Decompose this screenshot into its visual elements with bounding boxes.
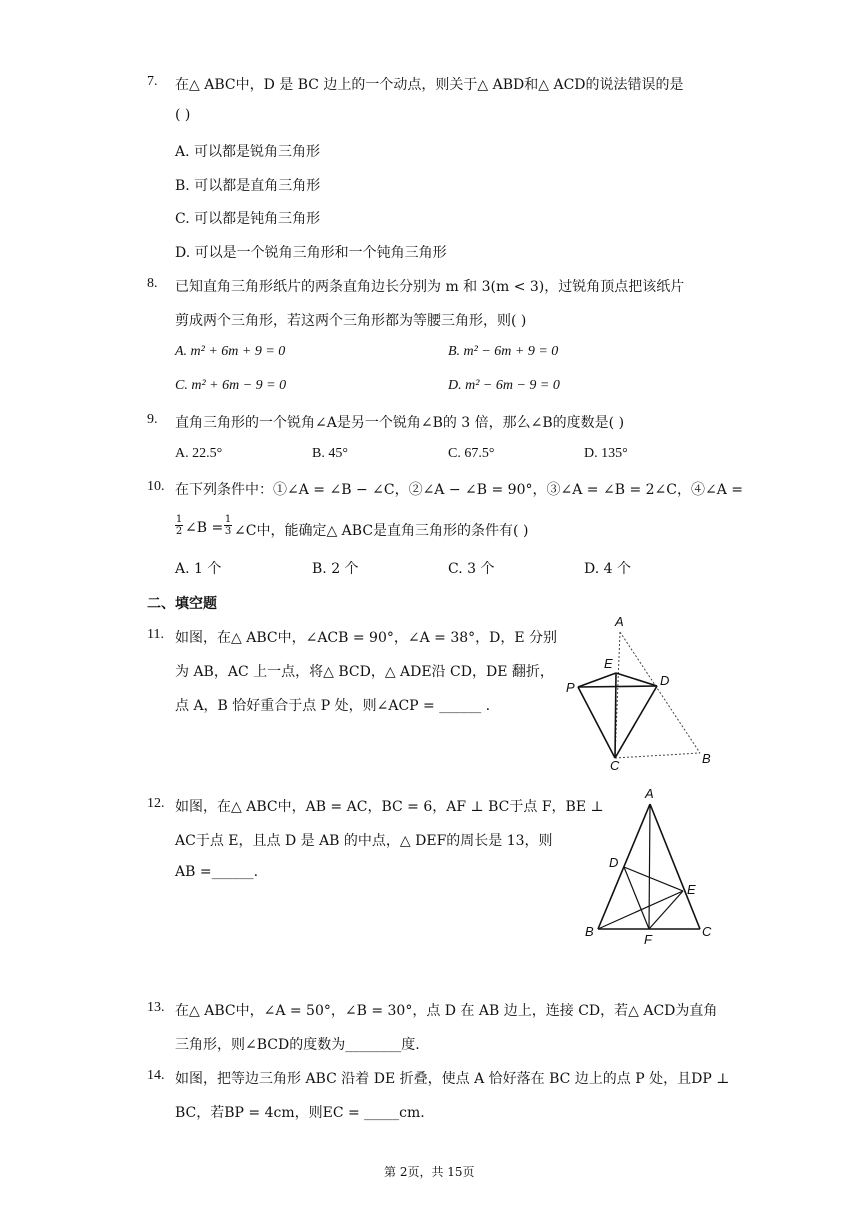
q14-number: 14. [147,1068,165,1083]
q11-line-dc [615,686,657,758]
q7-stem-line2: ( ) [175,107,191,123]
q8-option-b: B. m² − 6m + 9 = 0 [448,344,559,359]
q11-label-c: C [610,758,620,772]
q11-figure [560,612,720,772]
q12-number: 12. [147,796,165,811]
q8-stem-line1: 已知直角三角形纸片的两条直角边长分别为 m 和 3(m < 3)，过锐角顶点把该纸片 [175,279,685,295]
q12-label-b: B [585,924,594,939]
q7-option-a: A. 可以都是锐角三角形 [175,144,321,160]
q9-option-a: A. 22.5° [175,446,223,461]
q11-dotted-ab [620,632,700,753]
q7-option-d: D. 可以是一个锐角三角形和一个钝角三角形 [175,245,447,261]
q12-stem-line3: AB =______. [175,864,259,880]
q7-number: 7. [147,74,158,89]
q11-stem-line1: 如图，在△ ABC中，∠ACB = 90°，∠A = 38°，D，E 分别 [175,630,558,646]
q9-number: 9. [147,412,158,427]
q7-option-c: C. 可以都是钝角三角形 [175,211,321,227]
q12-line-ab [598,804,650,929]
q11-number: 11. [147,627,164,642]
q10-frac2-numerator: 1 [224,514,232,525]
q10-option-b: B. 2 个 [312,561,359,577]
q9-stem-line1: 直角三角形的一个锐角∠A是另一个锐角∠B的 3 倍，那么∠B的度数是( ) [175,415,625,431]
q12-figure [578,784,718,948]
q12-line-ef [649,891,683,929]
q10-frac2-denominator: 3 [224,526,232,537]
q13-stem-line2: 三角形，则∠BCD的度数为________度. [175,1037,420,1053]
q8-option-c: C. m² + 6m − 9 = 0 [175,378,287,393]
q12-line-df [624,867,649,929]
q11-label-d: D [660,673,670,688]
q8-option-d: D. m² − 6m − 9 = 0 [448,378,560,393]
q11-stem-line3: 点 A，B 恰好重合于点 P 处，则∠ACP = ______ . [175,698,491,714]
q8-option-a: A. m² + 6m + 9 = 0 [175,344,286,359]
q10-fraction-third [224,514,232,537]
q10-stem-line1: 在下列条件中：①∠A = ∠B − ∠C，②∠A − ∠B = 90°，③∠A = ∠B = 2∠C，④∠A = [175,482,743,498]
q8-stem-line2: 剪成两个三角形，若这两个三角形都为等腰三角形，则( ) [175,313,527,329]
q12-stem-line2: AC于点 E，且点 D 是 AB 的中点，△ DEF的周长是 13，则 [175,833,553,849]
q9-option-d: D. 135° [584,446,628,461]
q12-label-e: E [687,882,696,897]
q12-label-a: A [645,786,654,801]
q9-option-c: C. 67.5° [448,446,495,461]
q7-option-b: B. 可以都是直角三角形 [175,178,321,194]
q10-fraction-half [175,514,183,537]
page-footer: 第 2页，共 15页 [384,1165,475,1179]
q10-option-d: D. 4 个 [584,561,631,577]
q11-stem-line2: 为 AB，AC 上一点，将△ BCD，△ ADE沿 CD，DE 翻折， [175,664,554,680]
q10-frac1-numerator: 1 [175,514,183,525]
q12-stem-line1: 如图，在△ ABC中，AB = AC，BC = 6，AF ⊥ BC于点 F，BE ⊥ [175,799,604,815]
q10-frac1-denominator: 2 [175,526,183,537]
q12-label-f: F [644,932,652,947]
q13-number: 13. [147,1000,165,1015]
q11-line-ec [615,673,616,758]
q10-number: 10. [147,479,165,494]
q10-stem-line2-post: ∠C中，能确定△ ABC是直角三角形的条件有( ) [234,523,529,539]
q14-stem-line1: 如图，把等边三角形 ABC 沿着 DE 折叠，使点 A 恰好落在 BC 边上的点 P 处，且DP ⊥ [175,1071,730,1087]
q9-option-b: B. 45° [312,446,348,461]
q7-stem-line1: 在△ ABC中，D 是 BC 边上的一个动点，则关于△ ABD和△ ACD的说法错误的是 [175,77,684,93]
q12-line-ac [650,804,700,929]
q11-line-pd [578,686,657,687]
q11-line-pc [578,687,615,758]
q8-number: 8. [147,276,158,291]
q12-line-af [649,804,650,929]
q11-label-p: P [566,680,575,695]
q14-stem-line2: BC，若BP = 4cm，则EC = _____cm. [175,1105,425,1121]
section-title-fill-in: 二、填空题 [147,596,217,612]
q11-line-pe [578,673,616,687]
q12-label-d: D [609,855,619,870]
q10-option-a: A. 1 个 [175,561,222,577]
q11-dotted-cb [615,753,700,758]
q10-stem-line2-pre: ∠B = [185,520,224,536]
q11-label-b: B [702,751,711,766]
q11-label-e: E [604,656,613,671]
q10-option-c: C. 3 个 [448,561,495,577]
q13-stem-line1: 在△ ABC中，∠A = 50°，∠B = 30°，点 D 在 AB 边上，连接 CD，若△ ACD为直角 [175,1003,718,1019]
q11-label-a: A [615,614,624,629]
q12-label-c: C [702,924,712,939]
